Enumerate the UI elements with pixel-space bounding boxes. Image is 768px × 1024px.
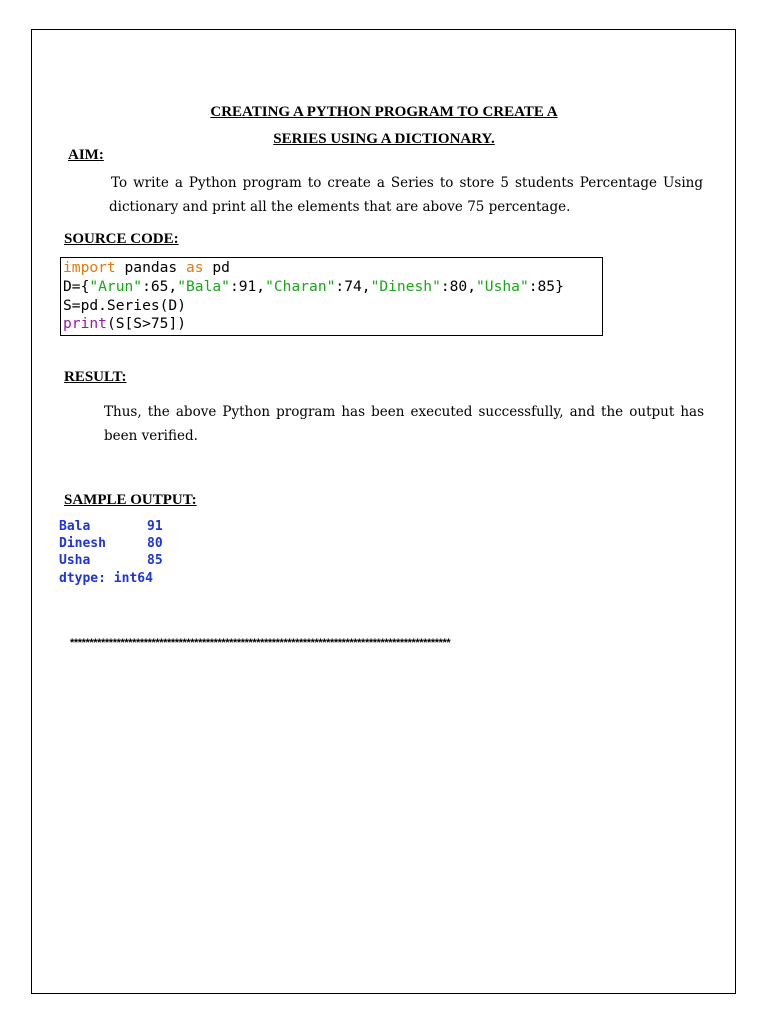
sample-output-heading: SAMPLE OUTPUT: [64, 492, 197, 508]
code-line-4 [63, 315, 602, 334]
output-name: Dinesh [59, 536, 106, 552]
code-text: :91, [229, 277, 266, 295]
aim-text: To write a Python program to create a Series to store 5 students Percentage Using dictionary and print all the elements that are above 75 percentage. [109, 175, 703, 215]
output-row [59, 518, 163, 535]
code-text: (S[S>75]) [106, 315, 187, 333]
code-line-3: S=pd.Series(D) [63, 296, 187, 314]
code-text: :74, [335, 277, 371, 295]
output-row [59, 535, 163, 552]
code-text: pd [203, 259, 230, 276]
output-value: 80 [147, 536, 163, 552]
document-title-line1: CREATING A PYTHON PROGRAM TO CREATE A [210, 104, 558, 120]
output-row [59, 552, 163, 569]
output-name: Usha [59, 553, 91, 569]
output-dtype: dtype: int64 [59, 570, 153, 586]
code-line-1 [63, 259, 602, 278]
source-code-heading: SOURCE CODE: [64, 231, 179, 247]
output-name: Bala [59, 519, 91, 534]
code-keyword-as: as [186, 259, 204, 276]
code-text: pandas [115, 259, 187, 276]
code-string: "Arun" [89, 277, 143, 295]
code-string: "Charan" [265, 277, 336, 295]
code-block [60, 257, 603, 336]
aim-heading: AIM: [68, 147, 104, 163]
code-string: "Bala" [177, 277, 230, 295]
output-value: 85 [147, 553, 163, 569]
sample-output-block [59, 518, 163, 587]
code-text: :65, [142, 277, 178, 295]
code-line-2 [63, 278, 602, 297]
output-value: 91 [147, 519, 163, 534]
result-text: Thus, the above Python program has been executed successfully, and the output has been verified. [104, 404, 704, 444]
separator-line: ************************************************************************************************** [70, 637, 451, 649]
code-text: :85} [528, 277, 564, 295]
code-string: "Usha" [476, 277, 529, 295]
code-function-print: print [63, 315, 107, 333]
code-string: "Dinesh" [370, 277, 441, 295]
result-heading: RESULT: [64, 369, 127, 385]
code-keyword-import: import [63, 259, 116, 276]
code-text: D={ [63, 277, 90, 295]
code-text: :80, [440, 277, 477, 295]
document-title-line2: SERIES USING A DICTIONARY. [273, 131, 495, 147]
